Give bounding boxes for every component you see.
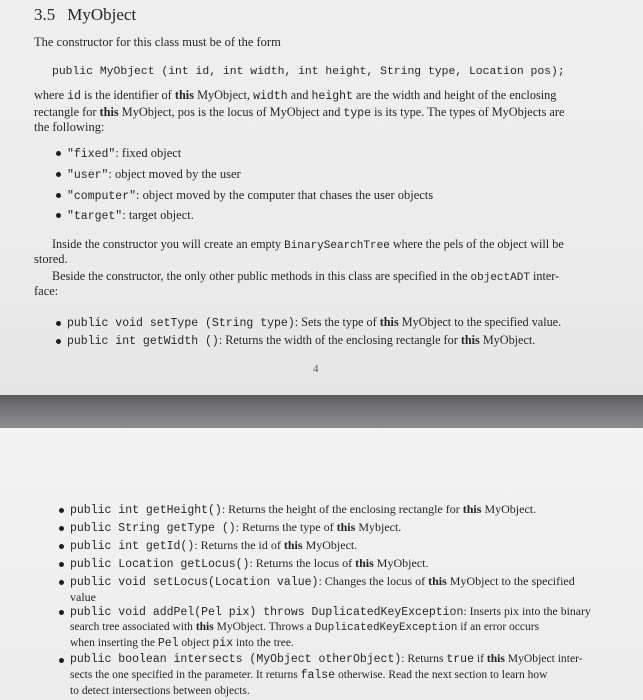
bullet-icon [59,562,64,567]
type-item: "target": target object. [67,208,194,223]
method-item: public int getWidth (): Returns the width of the enclosing rectangle for this MyObject. [67,333,536,348]
type-item: "computer": object moved by the computer that chases the user objects [67,188,434,203]
intro-text: The constructor for this class must be of the form [34,35,281,49]
bullet-icon [59,526,64,531]
method-item-addpel-line-3: when inserting the Pel object pix into the tree. [70,637,294,650]
method-item: public String getType (): Returns the type of this Mybject. [70,520,402,535]
bullet-icon [59,658,64,663]
inside-line-1: Inside the constructor you will create an empty BinarySearchTree where the pels of the object will be [52,237,564,252]
method-item-addpel: public void addPel(Pel pix) throws DuplicatedKeyException: Inserts pix into the binary [70,604,591,619]
page-number: 4 [313,363,319,375]
bullet-icon [56,172,61,177]
description-line-1: where id is the identifier of this MyObject, width and height are the width and height of the enclosing [34,88,557,103]
beside-line-1: Beside the constructor, the only other public methods in this class are specified in the objectADT inter- [52,269,560,284]
page-gap [0,395,643,428]
description-line-2: rectangle for this MyObject, pos is the locus of MyObject and type is its type. The types of MyObjects are [34,105,565,120]
bullet-icon [59,508,64,513]
type-item: "fixed": fixed object [67,146,182,161]
bullet-icon [59,544,64,549]
beside-line-2: face: [34,284,59,298]
method-item: public int getHeight(): Returns the height of the enclosing rectangle for this MyObject. [70,502,537,517]
bullet-icon [59,610,64,615]
section-number: 3.5 [34,5,56,24]
page-5 [0,428,643,700]
method-item-intersects-line-3: to detect intersections between objects. [70,685,250,697]
constructor-signature: public MyObject (int id, int width, int height, String type, Location pos); [52,66,565,78]
bullet-icon [59,580,64,585]
bullet-icon [56,213,61,218]
section-title: MyObject [67,5,137,24]
section-heading [34,5,136,25]
method-item-addpel-line-2: search tree associated with this MyObject. Throws a DuplicatedKeyException if an error occurs [70,621,540,634]
method-item-intersects: public boolean intersects (MyObject otherObject): Returns true if this MyObject inter- [70,652,583,666]
inside-line-2: stored. [34,252,68,266]
method-item: public Location getLocus(): Returns the locus of this MyObject. [70,556,429,571]
method-item-setlocus: public void setLocus(Location value): Changes the locus of this MyObject to the specified [70,574,575,589]
type-item: "user": object moved by the user [67,167,241,182]
bullet-icon [56,321,61,326]
bullet-icon [56,339,61,344]
method-item-setlocus-cont: value [70,590,96,604]
description-line-3: the following: [34,120,105,134]
bullet-icon [56,193,61,198]
method-item: public void setType (String type): Sets the type of this MyObject to the specified value. [67,315,562,330]
method-item-intersects-line-2: sects the one specified in the parameter. It returns false otherwise. Read the next section to learn how [70,669,548,682]
bullet-icon [56,151,61,156]
method-item: public int getId(): Returns the id of this MyObject. [70,538,358,553]
